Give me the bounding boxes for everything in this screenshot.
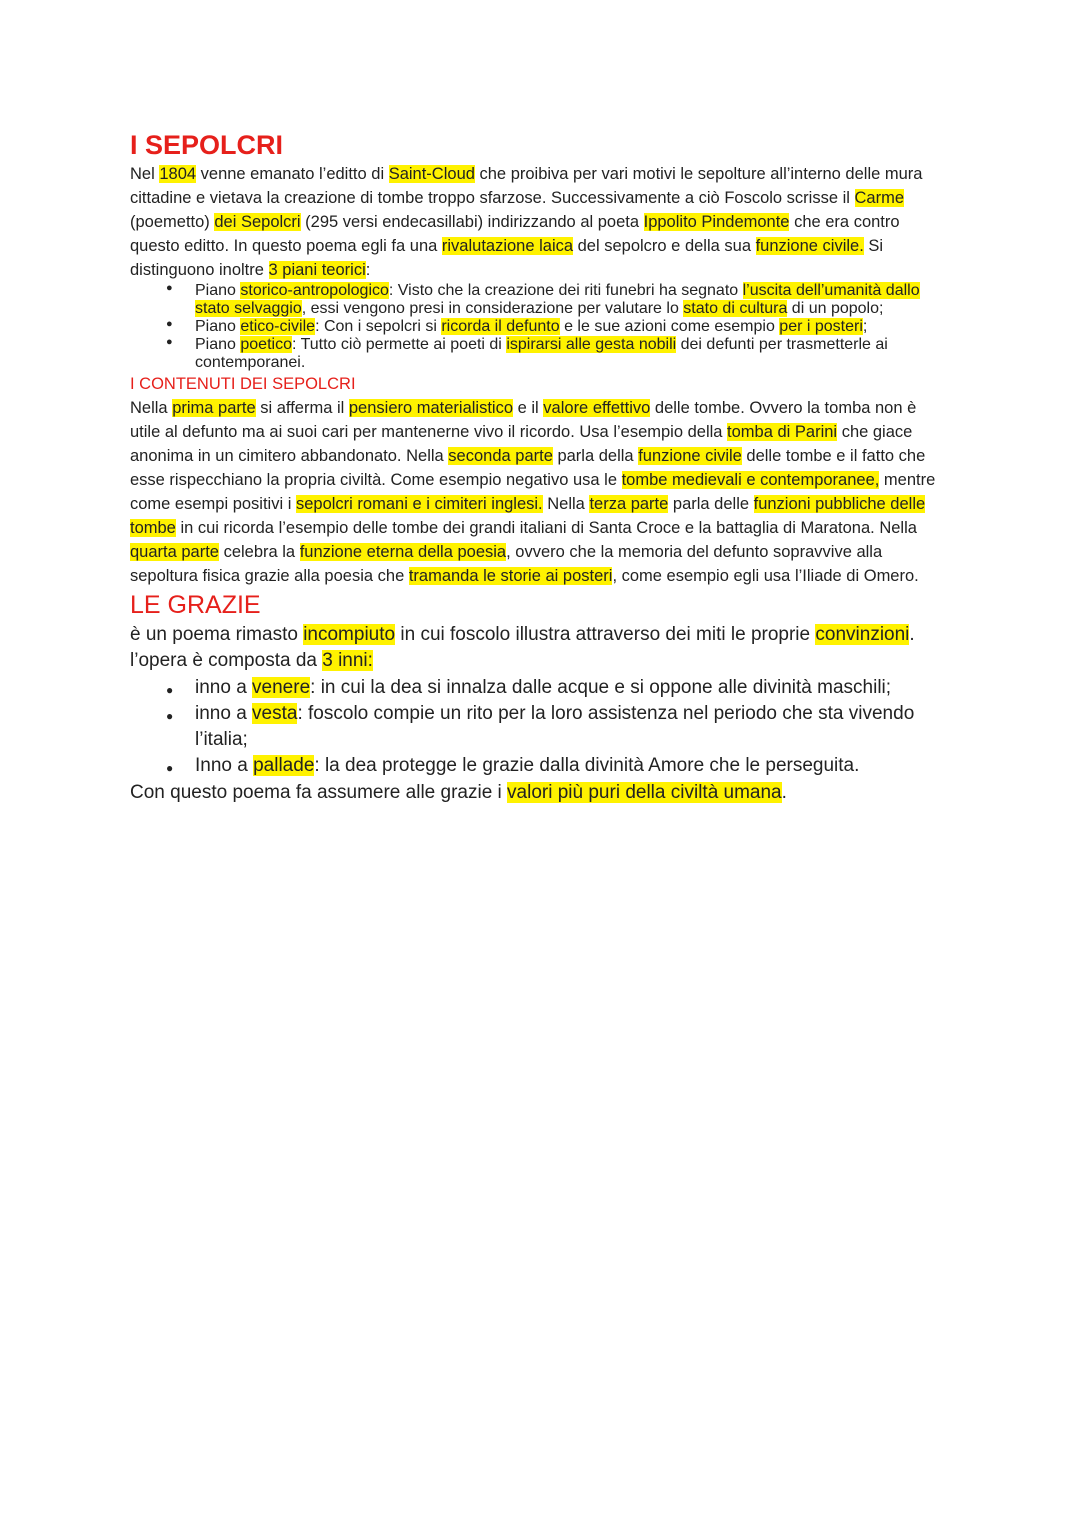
highlighted-text: 3 piani teorici — [268, 261, 366, 279]
highlighted-text: etico-civile — [240, 318, 316, 335]
highlighted-text: ricorda il defunto — [441, 318, 560, 335]
highlighted-text: per i posteri — [779, 318, 863, 335]
highlighted-text: funzione civile. — [755, 237, 864, 255]
highlighted-text: Carme — [854, 189, 905, 207]
list-item-piano-storico: ● Piano storico-antropologico: Visto che la creazione dei riti funebri ha segnato l’uscita dell’umanità dallo stato selvaggio, essi vengono presi in considerazione per valutare lo stato di cultura di un popolo; — [130, 282, 950, 318]
highlighted-text: convinzioni — [815, 624, 910, 645]
highlighted-text: ispirarsi alle gesta nobili — [506, 336, 677, 353]
grazie-intro-paragraph: è un poema rimasto incompiuto in cui foscolo illustra attraverso dei miti le proprie convinzioni. l’opera è composta da 3 inni: — [130, 624, 915, 672]
sepolcri-intro-paragraph: Nel 1804 venne emanato l’editto di Saint-Cloud che proibiva per vari motivi le sepolture all’interno delle mura cittadine e vietava la creazione di tombe troppo sfarzose. Successivamente a ciò Foscolo scrisse il Carme (poemetto) dei Sepolcri (295 versi endecasillabi) indirizzando al poeta Ippolito Pindemonte che era contro questo editto. In questo poema egli fa una rivalutazione laica del sepolcro e della sua funzione civile. Si distinguono inoltre 3 piani teorici: — [130, 165, 923, 279]
piani-teorici-list — [130, 282, 950, 372]
list-item-inno-venere: ● inno a venere: in cui la dea si innalza dalle acque e si oppone alle divinità maschili; — [130, 675, 950, 701]
document-page — [130, 128, 950, 806]
highlighted-text: rivalutazione laica — [441, 237, 574, 255]
grazie-conclusion-paragraph: Con questo poema fa assumere alle grazie i valori più puri della civiltà umana. — [130, 781, 787, 803]
list-item-piano-poetico: ● Piano poetico: Tutto ciò permette ai poeti di ispirarsi alle gesta nobili dei defunti per trasmetterle ai contemporanei. — [130, 336, 950, 372]
highlighted-text: funzione eterna della poesia — [299, 543, 507, 561]
list-item-inno-pallade: ● Inno a pallade: la dea protegge le grazie dalla divinità Amore che le perseguita. — [130, 753, 950, 779]
highlighted-text: tombe medievali e contemporanee, — [621, 471, 880, 489]
highlighted-text: pallade — [253, 755, 315, 777]
highlighted-text: Ippolito Pindemonte — [643, 213, 790, 231]
section-title-grazie: LE GRAZIE — [130, 591, 261, 619]
highlighted-text: incompiuto — [303, 624, 396, 645]
highlighted-text: sepolcri romani e i cimiteri inglesi. — [295, 495, 543, 513]
subsection-title-contenuti: I CONTENUTI DEI SEPOLCRI — [130, 375, 356, 393]
highlighted-text: tomba di Parini — [727, 423, 838, 441]
highlighted-text: Saint-Cloud — [388, 165, 475, 183]
highlighted-text: stato di cultura — [683, 300, 788, 317]
contenuti-paragraph: Nella prima parte si afferma il pensiero materialistico e il valore effettivo delle tombe. Ovvero la tomba non è utile al defunto ma ai suoi cari per mantenerne vivo il ricordo. Usa l’esempio della tomba di Parini che giace anonima in un cimitero abbandonato. Nella seconda parte parla della funzione civile delle tombe e il fatto che esse rispecchiano la propria civiltà. Come esempio negativo usa le tombe medievali e contemporanee, mentre come esempi positivi i sepolcri romani e i cimiteri inglesi. Nella terza parte parla delle funzioni pubbliche delle tombe in cui ricorda l’esempio delle tombe dei grandi italiani di Santa Croce e la battaglia di Maratona. Nella quarta parte celebra la funzione eterna della poesia, ovvero che la memoria del defunto sopravvive alla sepoltura fisica grazie alla poesia che tramanda le storie ai posteri, come esempio egli usa l’Iliade di Omero. — [130, 399, 936, 585]
section-title-sepolcri: I SEPOLCRI — [130, 130, 284, 160]
highlighted-text: terza parte — [589, 495, 669, 513]
highlighted-text: vesta — [252, 702, 298, 724]
highlighted-text: storico-antropologico — [240, 282, 389, 299]
highlighted-text: prima parte — [172, 399, 256, 417]
highlighted-text: seconda parte — [448, 447, 553, 465]
highlighted-text: tramanda le storie ai posteri — [408, 567, 613, 585]
highlighted-text: poetico — [240, 336, 292, 353]
highlighted-text: valori più puri della civiltà umana — [507, 781, 782, 803]
highlighted-text: pensiero materialistico — [348, 399, 514, 417]
highlighted-text: dei Sepolcri — [214, 213, 301, 231]
inni-list — [130, 675, 950, 780]
highlighted-text: 1804 — [159, 165, 197, 183]
list-item-piano-etico: ● Piano etico-civile: Con i sepolcri si ricorda il defunto e le sue azioni come esempio per i posteri; — [130, 318, 950, 336]
highlighted-text: quarta parte — [130, 543, 219, 561]
highlighted-text: l’uscita dell’umanità dallo stato selvaggio — [195, 282, 920, 317]
highlighted-text: venere — [252, 676, 311, 698]
list-item-inno-vesta: ● inno a vesta: foscolo compie un rito per la loro assistenza nel periodo che sta vivendo l’italia; — [130, 701, 950, 754]
highlighted-text: valore effettivo — [543, 399, 651, 417]
highlighted-text: funzioni pubbliche delle tombe — [130, 495, 926, 537]
highlighted-text: 3 inni: — [322, 650, 373, 672]
highlighted-text: funzione civile — [638, 447, 742, 465]
